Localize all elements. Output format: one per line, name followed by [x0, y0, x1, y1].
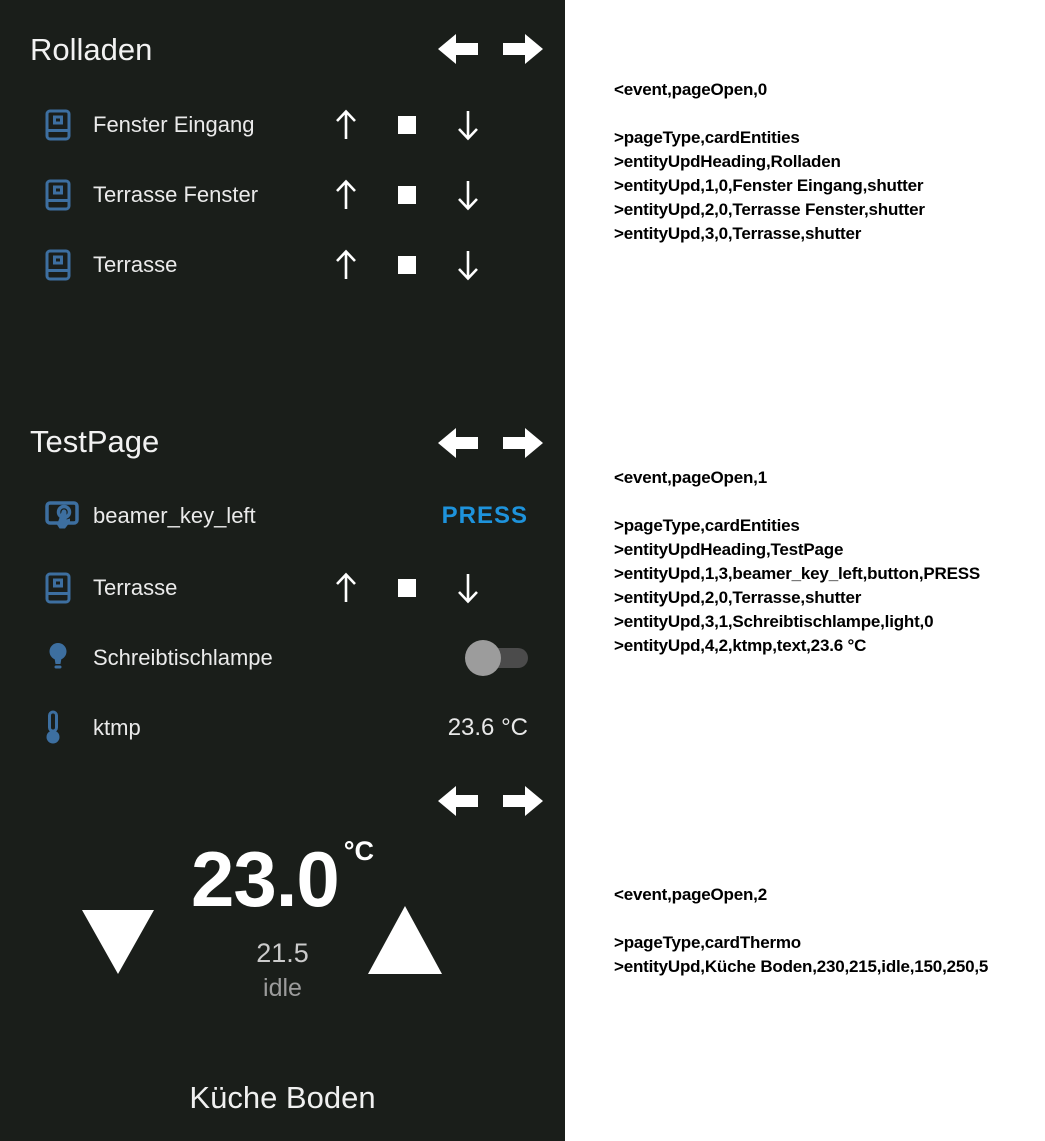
entity-label: Fenster Eingang — [93, 112, 255, 137]
page-title: Rolladen — [30, 32, 153, 67]
prev-page-arrow-icon[interactable] — [438, 784, 478, 818]
page-title: TestPage — [30, 424, 160, 459]
light-toggle-switch[interactable] — [468, 648, 528, 668]
window-shutter-icon — [45, 179, 71, 211]
toggle-knob — [465, 640, 501, 676]
entity-row — [0, 639, 565, 677]
log-line: >entityUpd,3,0,Terrasse,shutter — [614, 224, 862, 243]
shutter-stop-button[interactable] — [398, 256, 416, 274]
shutter-stop-button[interactable] — [398, 579, 416, 597]
log-line: >entityUpd,1,0,Fenster Eingang,shutter — [614, 176, 924, 195]
log-line: <event,pageOpen,1 — [614, 468, 767, 487]
window-shutter-icon — [45, 249, 71, 281]
log-line: <event,pageOpen,0 — [614, 80, 767, 99]
shutter-up-button[interactable] — [333, 108, 359, 142]
lightbulb-icon — [45, 641, 71, 675]
log-line: >pageType,cardEntities — [614, 516, 800, 535]
prev-page-arrow-icon[interactable] — [438, 426, 478, 460]
hvac-state: idle — [263, 974, 302, 1002]
page-navigation — [438, 32, 543, 66]
entity-label: ktmp — [93, 715, 141, 740]
shutter-down-button[interactable] — [455, 178, 481, 212]
log-line: >entityUpd,4,2,ktmp,text,23.6 °C — [614, 636, 867, 655]
shutter-down-button[interactable] — [455, 248, 481, 282]
log-block-page1 — [614, 466, 980, 658]
shutter-up-button[interactable] — [333, 178, 359, 212]
entity-row — [0, 497, 565, 535]
page-navigation — [438, 426, 543, 460]
page-navigation — [438, 784, 543, 818]
next-page-arrow-icon[interactable] — [503, 426, 543, 460]
log-line: >entityUpd,2,0,Terrasse Fenster,shutter — [614, 200, 925, 219]
gesture-tap-button-icon — [45, 499, 79, 533]
current-temperature — [0, 835, 565, 923]
entity-row — [0, 709, 565, 747]
temperature-unit: °C — [343, 836, 375, 866]
entity-value: 23.6 °C — [447, 714, 528, 741]
entity-label: Terrasse Fenster — [93, 182, 259, 207]
shutter-down-button[interactable] — [455, 108, 481, 142]
log-line: >pageType,cardThermo — [614, 933, 801, 952]
entity-row — [0, 106, 565, 144]
log-block-page0 — [614, 78, 925, 246]
log-line: >entityUpd,1,3,beamer_key_left,button,PRESS — [614, 564, 980, 583]
prev-page-arrow-icon[interactable] — [438, 32, 478, 66]
log-line: >pageType,cardEntities — [614, 128, 800, 147]
log-line: >entityUpdHeading,TestPage — [614, 540, 844, 559]
log-line: >entityUpd,Küche Boden,230,215,idle,150,250,5 — [614, 957, 989, 976]
next-page-arrow-icon[interactable] — [503, 784, 543, 818]
entity-row — [0, 246, 565, 284]
target-temperature: 21.5 — [256, 938, 309, 968]
thermometer-icon — [45, 710, 61, 746]
entity-label: beamer_key_left — [93, 503, 256, 528]
window-shutter-icon — [45, 572, 71, 604]
shutter-up-button[interactable] — [333, 248, 359, 282]
log-line: >entityUpdHeading,Rolladen — [614, 152, 841, 171]
log-line: <event,pageOpen,2 — [614, 885, 767, 904]
log-block-page2 — [614, 883, 988, 979]
protocol-log-column — [565, 0, 1045, 1141]
thermostat-name: Küche Boden — [189, 1080, 376, 1115]
current-temperature-value: 23.0 — [190, 835, 339, 923]
shutter-stop-button[interactable] — [398, 116, 416, 134]
press-button[interactable]: PRESS — [441, 502, 528, 529]
window-shutter-icon — [45, 109, 71, 141]
entity-label: Schreibtischlampe — [93, 645, 273, 670]
next-page-arrow-icon[interactable] — [503, 32, 543, 66]
shutter-stop-button[interactable] — [398, 186, 416, 204]
shutter-up-button[interactable] — [333, 571, 359, 605]
log-line: >entityUpd,3,1,Schreibtischlampe,light,0 — [614, 612, 934, 631]
entity-row — [0, 569, 565, 607]
entity-label: Terrasse — [93, 575, 178, 600]
entity-row — [0, 176, 565, 214]
entity-label: Terrasse — [93, 252, 178, 277]
shutter-down-button[interactable] — [455, 571, 481, 605]
log-line: >entityUpd,2,0,Terrasse,shutter — [614, 588, 862, 607]
